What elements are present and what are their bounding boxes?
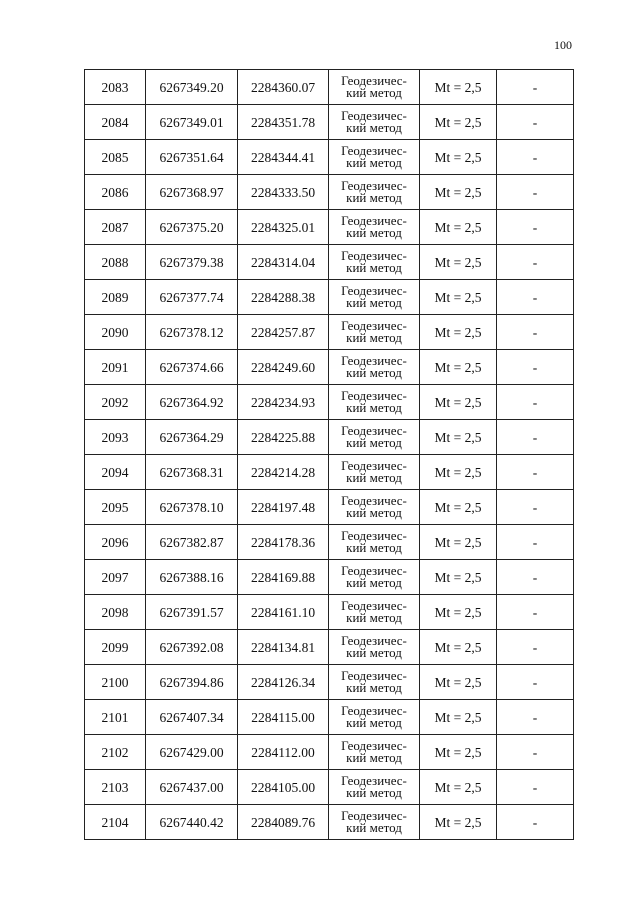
method-cell xyxy=(329,770,420,805)
note-cell: - xyxy=(497,210,574,245)
point-number-cell: 2090 xyxy=(85,315,146,350)
method-cell xyxy=(329,175,420,210)
accuracy-cell: Mt = 2,5 xyxy=(420,735,497,770)
x-coordinate-cell: 6267440.42 xyxy=(146,805,238,840)
accuracy-cell: Mt = 2,5 xyxy=(420,315,497,350)
method-cell xyxy=(329,385,420,420)
method-line-2: кий метод xyxy=(346,400,402,415)
point-number-cell: 2091 xyxy=(85,350,146,385)
table-row xyxy=(85,420,574,455)
method-cell xyxy=(329,805,420,840)
table-row xyxy=(85,490,574,525)
y-coordinate-cell: 2284161.10 xyxy=(238,595,329,630)
accuracy-cell: Mt = 2,5 xyxy=(420,140,497,175)
y-coordinate-cell: 2284214.28 xyxy=(238,455,329,490)
x-coordinate-cell: 6267392.08 xyxy=(146,630,238,665)
method-line-2: кий метод xyxy=(346,785,402,800)
note-cell: - xyxy=(497,490,574,525)
table-row xyxy=(85,630,574,665)
table-row xyxy=(85,665,574,700)
coordinates-table-body xyxy=(85,70,574,840)
accuracy-cell: Mt = 2,5 xyxy=(420,350,497,385)
method-line-1: Геодезичес- xyxy=(341,492,407,508)
table-row xyxy=(85,350,574,385)
table-row xyxy=(85,175,574,210)
table-row xyxy=(85,385,574,420)
note-cell: - xyxy=(497,175,574,210)
accuracy-cell: Mt = 2,5 xyxy=(420,525,497,560)
point-number-cell: 2089 xyxy=(85,280,146,315)
x-coordinate-cell: 6267407.34 xyxy=(146,700,238,735)
point-number-cell: 2101 xyxy=(85,700,146,735)
accuracy-cell: Mt = 2,5 xyxy=(420,490,497,525)
method-line-1: Геодезичес- xyxy=(341,212,407,228)
note-cell: - xyxy=(497,735,574,770)
method-cell xyxy=(329,315,420,350)
method-line-2: кий метод xyxy=(346,820,402,835)
method-cell xyxy=(329,490,420,525)
method-line-2: кий метод xyxy=(346,85,402,100)
method-line-1: Геодезичес- xyxy=(341,632,407,648)
y-coordinate-cell: 2284325.01 xyxy=(238,210,329,245)
table-row xyxy=(85,735,574,770)
table-row xyxy=(85,315,574,350)
point-number-cell: 2093 xyxy=(85,420,146,455)
method-line-1: Геодезичес- xyxy=(341,107,407,123)
y-coordinate-cell: 2284134.81 xyxy=(238,630,329,665)
note-cell: - xyxy=(497,420,574,455)
accuracy-cell: Mt = 2,5 xyxy=(420,420,497,455)
accuracy-cell: Mt = 2,5 xyxy=(420,560,497,595)
x-coordinate-cell: 6267349.01 xyxy=(146,105,238,140)
accuracy-cell: Mt = 2,5 xyxy=(420,630,497,665)
page-number: 100 xyxy=(554,38,572,52)
method-line-1: Геодезичес- xyxy=(341,177,407,193)
point-number-cell: 2097 xyxy=(85,560,146,595)
x-coordinate-cell: 6267375.20 xyxy=(146,210,238,245)
method-line-2: кий метод xyxy=(346,120,402,135)
method-line-1: Геодезичес- xyxy=(341,737,407,753)
method-line-1: Геодезичес- xyxy=(341,72,407,88)
method-line-2: кий метод xyxy=(346,365,402,380)
method-cell xyxy=(329,280,420,315)
accuracy-cell: Mt = 2,5 xyxy=(420,385,497,420)
table-row xyxy=(85,525,574,560)
table-row xyxy=(85,140,574,175)
y-coordinate-cell: 2284115.00 xyxy=(238,700,329,735)
method-line-1: Геодезичес- xyxy=(341,422,407,438)
coordinates-table xyxy=(84,69,574,840)
method-cell xyxy=(329,525,420,560)
y-coordinate-cell: 2284234.93 xyxy=(238,385,329,420)
x-coordinate-cell: 6267394.86 xyxy=(146,665,238,700)
method-line-2: кий метод xyxy=(346,190,402,205)
method-cell xyxy=(329,700,420,735)
method-cell xyxy=(329,105,420,140)
point-number-cell: 2094 xyxy=(85,455,146,490)
accuracy-cell: Mt = 2,5 xyxy=(420,805,497,840)
method-cell xyxy=(329,350,420,385)
accuracy-cell: Mt = 2,5 xyxy=(420,70,497,105)
point-number-cell: 2085 xyxy=(85,140,146,175)
accuracy-cell: Mt = 2,5 xyxy=(420,105,497,140)
method-line-2: кий метод xyxy=(346,225,402,240)
y-coordinate-cell: 2284169.88 xyxy=(238,560,329,595)
method-line-2: кий метод xyxy=(346,155,402,170)
x-coordinate-cell: 6267379.38 xyxy=(146,245,238,280)
method-line-1: Геодезичес- xyxy=(341,387,407,403)
method-line-2: кий метод xyxy=(346,540,402,555)
x-coordinate-cell: 6267437.00 xyxy=(146,770,238,805)
x-coordinate-cell: 6267382.87 xyxy=(146,525,238,560)
x-coordinate-cell: 6267378.10 xyxy=(146,490,238,525)
method-cell xyxy=(329,595,420,630)
note-cell: - xyxy=(497,385,574,420)
y-coordinate-cell: 2284344.41 xyxy=(238,140,329,175)
method-line-1: Геодезичес- xyxy=(341,282,407,298)
point-number-cell: 2100 xyxy=(85,665,146,700)
method-line-2: кий метод xyxy=(346,715,402,730)
accuracy-cell: Mt = 2,5 xyxy=(420,770,497,805)
x-coordinate-cell: 6267388.16 xyxy=(146,560,238,595)
method-cell xyxy=(329,420,420,455)
note-cell: - xyxy=(497,455,574,490)
x-coordinate-cell: 6267368.31 xyxy=(146,455,238,490)
table-row xyxy=(85,805,574,840)
x-coordinate-cell: 6267377.74 xyxy=(146,280,238,315)
point-number-cell: 2083 xyxy=(85,70,146,105)
accuracy-cell: Mt = 2,5 xyxy=(420,245,497,280)
point-number-cell: 2096 xyxy=(85,525,146,560)
y-coordinate-cell: 2284360.07 xyxy=(238,70,329,105)
x-coordinate-cell: 6267429.00 xyxy=(146,735,238,770)
table-row xyxy=(85,560,574,595)
method-line-2: кий метод xyxy=(346,750,402,765)
method-line-1: Геодезичес- xyxy=(341,527,407,543)
point-number-cell: 2095 xyxy=(85,490,146,525)
note-cell: - xyxy=(497,245,574,280)
y-coordinate-cell: 2284089.76 xyxy=(238,805,329,840)
accuracy-cell: Mt = 2,5 xyxy=(420,700,497,735)
note-cell: - xyxy=(497,350,574,385)
y-coordinate-cell: 2284197.48 xyxy=(238,490,329,525)
accuracy-cell: Mt = 2,5 xyxy=(420,595,497,630)
point-number-cell: 2104 xyxy=(85,805,146,840)
method-line-1: Геодезичес- xyxy=(341,702,407,718)
table-row xyxy=(85,700,574,735)
point-number-cell: 2092 xyxy=(85,385,146,420)
method-line-1: Геодезичес- xyxy=(341,317,407,333)
method-cell xyxy=(329,70,420,105)
note-cell: - xyxy=(497,700,574,735)
table-row xyxy=(85,245,574,280)
method-line-1: Геодезичес- xyxy=(341,807,407,823)
table-row xyxy=(85,105,574,140)
method-cell xyxy=(329,665,420,700)
x-coordinate-cell: 6267364.29 xyxy=(146,420,238,455)
accuracy-cell: Mt = 2,5 xyxy=(420,665,497,700)
y-coordinate-cell: 2284112.00 xyxy=(238,735,329,770)
accuracy-cell: Mt = 2,5 xyxy=(420,175,497,210)
note-cell: - xyxy=(497,280,574,315)
table-row xyxy=(85,210,574,245)
method-line-2: кий метод xyxy=(346,260,402,275)
method-line-1: Геодезичес- xyxy=(341,247,407,263)
method-line-1: Геодезичес- xyxy=(341,457,407,473)
note-cell: - xyxy=(497,525,574,560)
point-number-cell: 2102 xyxy=(85,735,146,770)
x-coordinate-cell: 6267349.20 xyxy=(146,70,238,105)
table-row xyxy=(85,455,574,490)
method-line-1: Геодезичес- xyxy=(341,772,407,788)
y-coordinate-cell: 2284351.78 xyxy=(238,105,329,140)
table-row xyxy=(85,770,574,805)
method-line-1: Геодезичес- xyxy=(341,667,407,683)
point-number-cell: 2086 xyxy=(85,175,146,210)
point-number-cell: 2099 xyxy=(85,630,146,665)
method-line-1: Геодезичес- xyxy=(341,352,407,368)
method-line-2: кий метод xyxy=(346,575,402,590)
method-line-2: кий метод xyxy=(346,435,402,450)
method-cell xyxy=(329,560,420,595)
note-cell: - xyxy=(497,665,574,700)
method-line-1: Геодезичес- xyxy=(341,562,407,578)
note-cell: - xyxy=(497,140,574,175)
method-cell xyxy=(329,455,420,490)
y-coordinate-cell: 2284225.88 xyxy=(238,420,329,455)
note-cell: - xyxy=(497,560,574,595)
x-coordinate-cell: 6267364.92 xyxy=(146,385,238,420)
note-cell: - xyxy=(497,595,574,630)
method-line-2: кий метод xyxy=(346,330,402,345)
y-coordinate-cell: 2284333.50 xyxy=(238,175,329,210)
y-coordinate-cell: 2284178.36 xyxy=(238,525,329,560)
method-line-2: кий метод xyxy=(346,505,402,520)
method-cell xyxy=(329,140,420,175)
y-coordinate-cell: 2284257.87 xyxy=(238,315,329,350)
note-cell: - xyxy=(497,105,574,140)
y-coordinate-cell: 2284105.00 xyxy=(238,770,329,805)
x-coordinate-cell: 6267374.66 xyxy=(146,350,238,385)
x-coordinate-cell: 6267351.64 xyxy=(146,140,238,175)
y-coordinate-cell: 2284288.38 xyxy=(238,280,329,315)
note-cell: - xyxy=(497,805,574,840)
method-cell xyxy=(329,245,420,280)
note-cell: - xyxy=(497,630,574,665)
method-line-2: кий метод xyxy=(346,680,402,695)
method-cell xyxy=(329,735,420,770)
method-line-2: кий метод xyxy=(346,645,402,660)
x-coordinate-cell: 6267391.57 xyxy=(146,595,238,630)
x-coordinate-cell: 6267378.12 xyxy=(146,315,238,350)
method-cell xyxy=(329,630,420,665)
method-line-1: Геодезичес- xyxy=(341,597,407,613)
method-line-2: кий метод xyxy=(346,470,402,485)
method-cell xyxy=(329,210,420,245)
method-line-2: кий метод xyxy=(346,610,402,625)
method-line-2: кий метод xyxy=(346,295,402,310)
y-coordinate-cell: 2284126.34 xyxy=(238,665,329,700)
note-cell: - xyxy=(497,315,574,350)
point-number-cell: 2103 xyxy=(85,770,146,805)
y-coordinate-cell: 2284249.60 xyxy=(238,350,329,385)
accuracy-cell: Mt = 2,5 xyxy=(420,455,497,490)
x-coordinate-cell: 6267368.97 xyxy=(146,175,238,210)
method-line-1: Геодезичес- xyxy=(341,142,407,158)
table-row xyxy=(85,70,574,105)
point-number-cell: 2098 xyxy=(85,595,146,630)
table-row xyxy=(85,595,574,630)
point-number-cell: 2084 xyxy=(85,105,146,140)
y-coordinate-cell: 2284314.04 xyxy=(238,245,329,280)
point-number-cell: 2087 xyxy=(85,210,146,245)
table-row xyxy=(85,280,574,315)
note-cell: - xyxy=(497,770,574,805)
accuracy-cell: Mt = 2,5 xyxy=(420,210,497,245)
accuracy-cell: Mt = 2,5 xyxy=(420,280,497,315)
note-cell: - xyxy=(497,70,574,105)
point-number-cell: 2088 xyxy=(85,245,146,280)
